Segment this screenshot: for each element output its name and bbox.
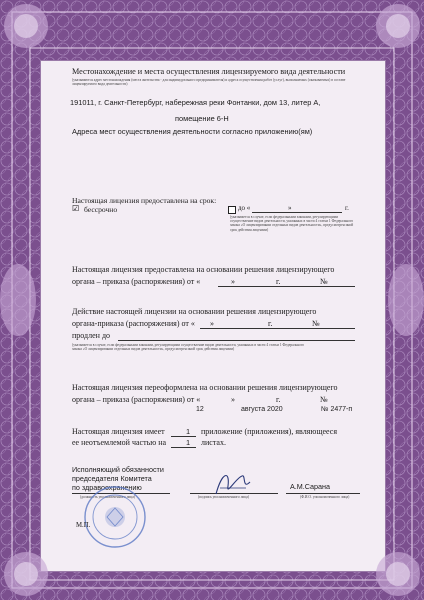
basis-line1: Настоящая лицензия предоставлена на основании решения лицензирующего — [72, 265, 335, 274]
reissue-year: г. — [276, 395, 281, 404]
signature-icon — [212, 468, 254, 500]
extension-year: г. — [268, 319, 273, 328]
reissue-line2: органа – приказа (распоряжения) от « — [72, 395, 201, 404]
reissue-order-number: № 2477-п — [321, 406, 353, 413]
checkbox-checked-icon[interactable]: ☑ — [72, 204, 80, 213]
appendix-line1-a: Настоящая лицензия имеет — [72, 427, 165, 436]
reissue-line1: Настоящая лицензия переоформлена на основании решения лицензирующего — [72, 383, 338, 392]
reissue-quote-close: » — [231, 395, 235, 404]
extension-line3: продлен до — [72, 331, 111, 340]
caption-name: (Ф.И.О. уполномоченного лица) — [300, 495, 350, 499]
corner-ornament-icon — [344, 520, 424, 600]
term-until-mid: » — [288, 204, 292, 212]
header-title: Местонахождение и места осуществления лицензируемого вида деятельности — [72, 67, 346, 76]
extension-line1: Действие настоящей лицензии на основании решения лицензирующего — [72, 307, 317, 316]
side-ornament-icon — [376, 255, 424, 345]
appendix-count1: 1 — [186, 427, 191, 436]
term-until-year: г. — [345, 204, 349, 212]
appendix-count2: 1 — [186, 438, 191, 447]
official-stamp-icon — [82, 484, 148, 550]
basis-quote-close: » — [231, 277, 235, 286]
extension-line2: органа-приказа (распоряжения) от « — [72, 319, 195, 328]
address-line3: Адреса мест осуществления деятельности согласно приложению(ям) — [72, 127, 313, 136]
corner-ornament-icon — [0, 0, 80, 80]
term-heading: Настоящая лицензия предоставлена на срок: — [72, 196, 217, 205]
appendix-line1-b: приложение (приложения), являющееся — [201, 427, 338, 436]
term-unlimited-label: бессрочно — [84, 205, 118, 214]
term-until-checkbox[interactable] — [228, 206, 236, 214]
extension-number-sign: № — [312, 319, 320, 328]
address-line2: помещение 6-Н — [175, 114, 229, 123]
basis-line2: органа – приказа (распоряжения) от « — [72, 277, 201, 286]
caption-position: (должность уполномоченного лица) — [80, 495, 136, 499]
appendix-line2-a: ее неотъемлемой частью на — [72, 438, 167, 447]
signatory-position-line3: по здравоохранению — [72, 483, 142, 492]
signatory-position-line2: председателя Комитета — [72, 474, 152, 483]
caption-signature: (подпись уполномоченного лица) — [198, 495, 250, 499]
signatory-position-line1: Исполняющий обязанности — [72, 465, 164, 474]
stamp-label: М.П. — [76, 522, 91, 529]
reissue-month-year: августа 2020 — [241, 406, 283, 413]
reissue-day: 12 — [196, 406, 204, 413]
term-until-label: до « — [238, 204, 251, 212]
extension-note: (указывается в случае, если федеральными законами, регулирующими осуществление видов деятельности, указанных в части 4 статьи 1 Федерального закона «О лицензировании отдельных видов деятельности», предусмотрен иной срок действия лицензии) — [72, 343, 305, 352]
extension-quote-close: » — [210, 319, 214, 328]
signatory-name: А.М.Сарана — [290, 482, 331, 491]
appendix-line2-b: листах. — [201, 438, 226, 447]
header-note: (указываются адрес местонахождения (места жительства - для индивидуального предпринимателя) и адреса осуществления работ (услуг), выполняемых (оказываемых) в составе лицензируемого вида деятельности) — [72, 78, 346, 87]
corner-ornament-icon — [0, 520, 80, 600]
address-line1: 191011, г. Санкт-Петербург, набережная реки Фонтанки, дом 13, литер А, — [70, 98, 321, 107]
reissue-number-sign: № — [320, 395, 328, 404]
side-ornament-icon — [0, 255, 48, 345]
corner-ornament-icon — [344, 0, 424, 80]
basis-year: г. — [276, 277, 281, 286]
term-note: (указывается в случае, если федеральными законами, регулирующими осуществление видов деятельности, указанных в части 4 статьи 1 Федерального закона «О лицензировании отдельных видов деятельности», предусмотрен иной срок действия лицензии) — [230, 215, 354, 232]
basis-number-sign: № — [320, 277, 328, 286]
